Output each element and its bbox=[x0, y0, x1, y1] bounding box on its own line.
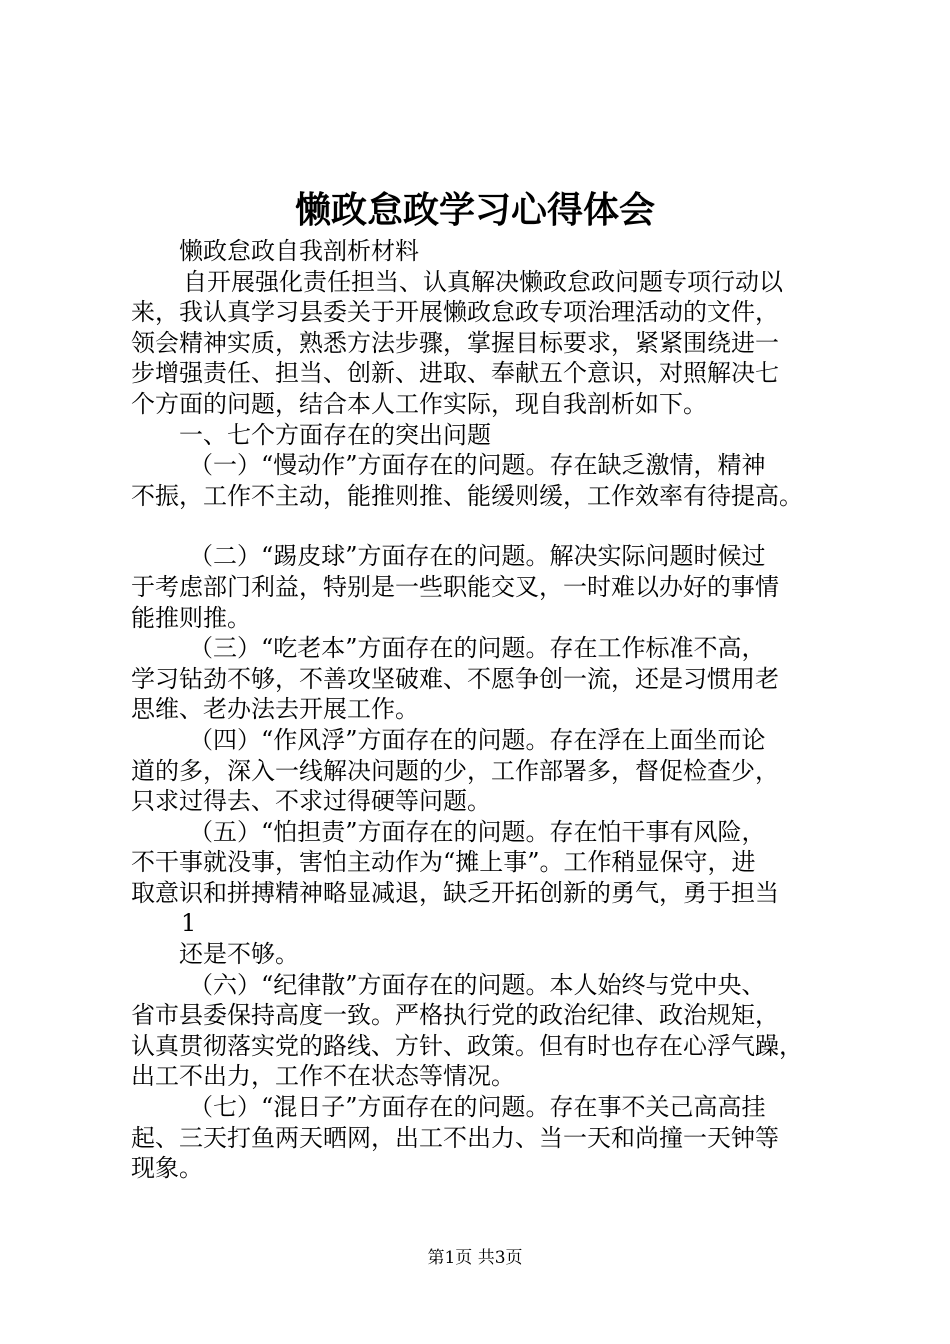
item-4-paragraph: （四）“作风浮”方面存在的问题。存在浮在上面坐而论 道的多，深入一线解决问题的少，工作部署多，督促检查少， 只求过得去、不求过得硬等问题。 bbox=[131, 725, 779, 816]
item-2-paragraph: （二）“踢皮球”方面存在的问题。解决实际问题时候过 于考虑部门利益，特别是一些职能交叉，一时难以办好的事情 能推则推。 bbox=[131, 542, 779, 632]
item-5-continued: 还是不够。 bbox=[179, 940, 299, 969]
subtitle: 懒政怠政自我剖析材料 bbox=[179, 237, 419, 265]
page-footer: 第1页 共3页 bbox=[427, 1248, 523, 1268]
item-5-paragraph: （五）“怕担责”方面存在的问题。存在怕干事有风险， 不干事就没事，害怕主动作为“摊上事”。工作稍显保守，进 取意识和拼搏精神略显减退，缺乏开拓创新的勇气，勇于担当 bbox=[131, 817, 779, 907]
item-7-paragraph: （七）“混日子”方面存在的问题。存在事不关己高高挂 起、三天打鱼两天晒网，出工不出力、当一天和尚撞一天钟等 现象。 bbox=[131, 1093, 779, 1183]
blank-line bbox=[131, 511, 831, 541]
section-heading: 一、七个方面存在的突出问题 bbox=[179, 420, 491, 449]
intro-paragraph: 自开展强化责任担当、认真解决懒政怠政问题专项行动以 来，我认真学习县委关于开展懒政怠政专项治理活动的文件， 领会精神实质，熟悉方法步骤，掌握目标要求，紧紧围绕进一 步增强责任、担当、创新、进取、奉献五个意识，对照解决七 个方面的问题，结合本人工作实际，现自我剖析如下。 bbox=[131, 267, 783, 418]
item-6-paragraph: （六）“纪律散”方面存在的问题。本人始终与党中央、 省市县委保持高度一致。严格执行党的政治纪律、政治规矩， 认真贯彻落实党的路线、方针、政策。但有时也存在心浮气躁， 出工不出力，工作不在状态等情况。 bbox=[131, 970, 803, 1091]
document-body bbox=[131, 236, 831, 1184]
item-1-paragraph: （一）“慢动作”方面存在的问题。存在缺乏激情，精神 不振，工作不主动，能推则推、能缓则缓，工作效率有待提高。 bbox=[131, 451, 803, 510]
document-title: 懒政怠政学习心得体会 bbox=[294, 189, 655, 231]
inline-page-number: 1 bbox=[181, 909, 197, 938]
item-3-paragraph: （三）“吃老本”方面存在的问题。存在工作标准不高， 学习钻劲不够，不善攻坚破难、不愿争创一流，还是习惯用老 思维、老办法去开展工作。 bbox=[131, 634, 779, 724]
